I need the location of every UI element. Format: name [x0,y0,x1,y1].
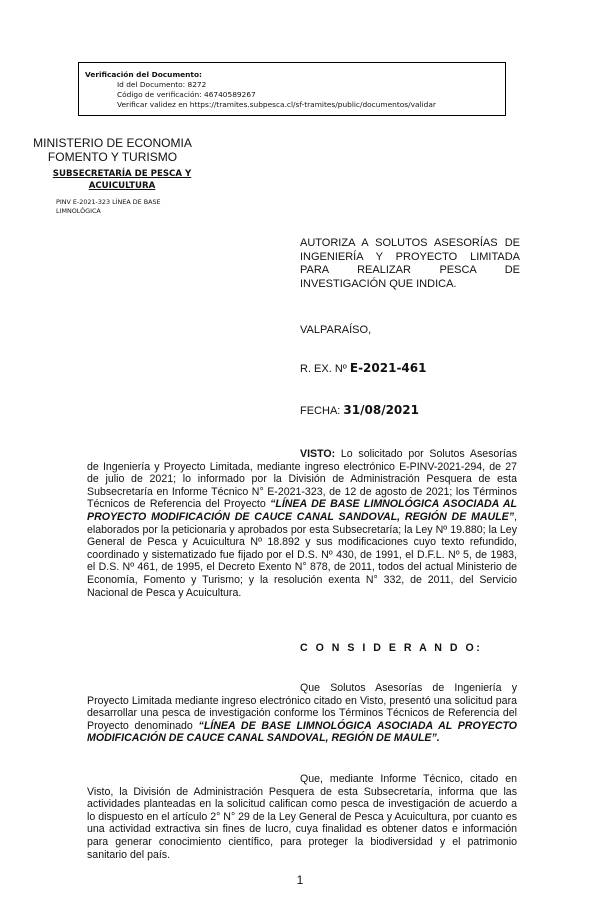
verification-list [85,80,499,110]
resolution-number [300,361,520,375]
verification-box [78,62,506,116]
considerando-p1-text: Que Solutos Asesorías de Ingeniería y Proyecto Limitada mediante ingreso electrónico citado en Visto, presentó una solicitud para desarrollar una pesca de investigación conforme los Términos Técnicos de Referencia del Proyecto denominado [87,682,517,732]
place: VALPARAÍSO, [300,324,372,336]
visto-project-name: “LÍNEA DE BASE LIMNOLÓGICA ASOCIADA AL PROYECTO MODIFICACIÓN DE CAUCE CANAL SANDOVAL, REGIÓN DE MAULE” [87,498,517,523]
ministry-subtitle: FOMENTO Y TURISMO [47,150,178,164]
considerando-p1-end: . [436,732,440,745]
visto-text: Lo solicitado por Solutos Asesorías de Ingeniería y Proyecto Limitada, mediante ingreso electrónico E-PINV-2021-294, de 27 de julio de 2021; lo informado por la División de Administración Pesquera de esta Subsecretaría en Informe Técnico N° E-2021-323, de 12 de agosto de 2021; los Términos Técnicos de Referencia del Proyecto [87,448,517,511]
verification-item: • Id del Documento: 8272 [117,80,499,90]
resolution-title-line: INGENIERÍA Y PROYECTO LIMITADA [300,250,520,263]
visto-text-end: , elaborados por la peticionaria y aprobados por esta Subsecretaría; la Ley Nº 19.880; la Ley General de Pesca y Acuicultura Nº 18.892 y sus modificaciones cuyo texto refundido, coordinado y sistematizado fue fijado por el D.S. Nº 430, de 1991, el D.F.L. Nº 5, de 1983, el D.S. Nº 461, de 1995, el Decreto Exento N° 878, de 2011, todos del actual Ministerio de Economía, Fomento y Turismo; y la resolución exenta N° 332, de 2011, del Servicio Nacional de Pesca y Acuicultura. [87,510,517,599]
rex-number: E-2021-461 [349,361,427,375]
rex-label: R. EX. Nº [300,363,347,375]
resolution-title [300,237,520,291]
resolution-title-line: INVESTIGACIÓN QUE INDICA. [300,277,457,290]
verification-title: Verificación del Documento: [85,70,202,79]
considerando-paragraph-2 [87,773,517,861]
date-label: FECHA: [300,405,341,417]
considerando-p1-project: “LÍNEA DE BASE LIMNOLÓGICA ASOCIADA AL PROYECTO MODIFICACIÓN DE CAUCE CANAL SANDOVAL, REGIÓN DE MAULE” [87,719,518,745]
verification-item: • Verificar validez en https://tramites.subpesca.cl/sf-tramites/public/documentos/validar [117,100,499,110]
verification-item: • Código de verificación: 46740589267 [117,90,499,100]
considerando-paragraph-1 [87,682,517,745]
considerando-heading: C O N S I D E R A N D O: [300,642,483,654]
resolution-date [300,403,520,417]
resolution-title-line: AUTORIZA A SOLUTOS ASESORÍAS DE [300,237,520,249]
subsecretaria-name: SUBSECRETARÍA DE PESCA Y ACUICULTURA [52,169,192,191]
visto-label: VISTO: [300,448,336,460]
document-reference: PINV E-2021-323 LÍNEA DE BASE LIMNOLÓGICA [56,198,161,215]
visto-paragraph [87,448,517,599]
page-number: 1 [296,873,304,887]
ministry-name: MINISTERIO DE ECONOMIA [33,136,192,150]
resolution-title-line: PARA REALIZAR PESCA DE [300,264,520,276]
considerando-p2-text: Que, mediante Informe Técnico, citado en Visto, la División de Administración Pesquera de esta Subsecretaría, informa que las actividades planteadas en la solicitud califican como pesca de investigación de acuerdo a lo dispuesto en el artículo 2° N° 29 de la Ley General de Pesca y Acuicultura, por cuanto es una actividad extractiva sin fines de lucro, cuya finalidad es obtener datos e información para generar conocimiento científico, para proteger la biodiversidad y el patrimonio sanitario del país. [87,773,517,861]
date-value: 31/08/2021 [343,403,419,417]
